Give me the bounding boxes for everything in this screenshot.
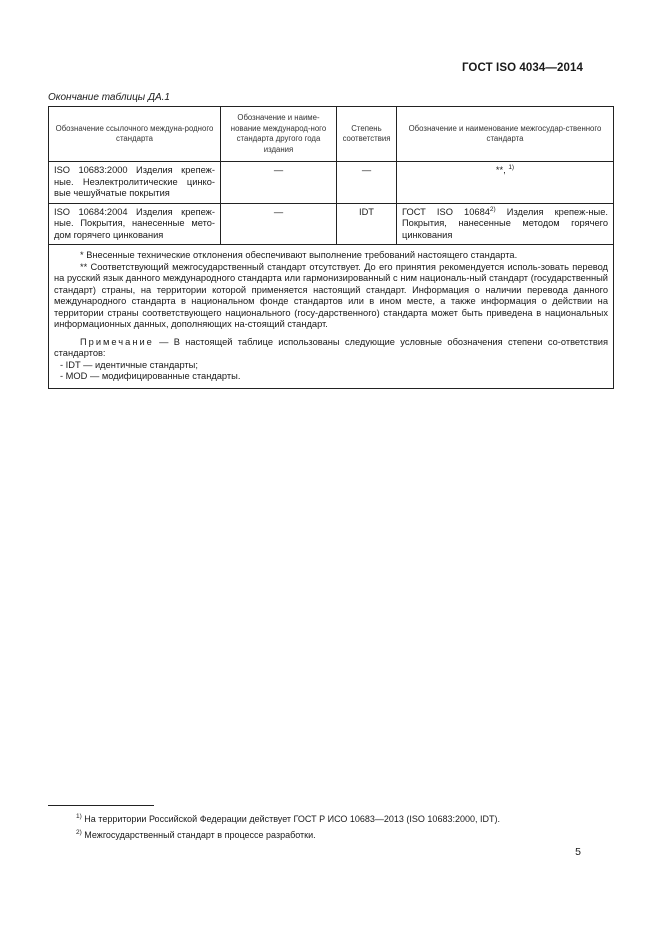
footnote-mark: 2) — [76, 829, 82, 836]
table-caption: Окончание таблицы ДА.1 — [48, 92, 170, 103]
standards-correspondence-table — [48, 106, 614, 389]
interstate-text: ГОСТ ISO 10684 — [402, 206, 490, 217]
page-number: 5 — [575, 846, 581, 858]
cell-interstate-standard: **, $^{1)}$ — [397, 162, 614, 204]
table-row — [49, 203, 614, 245]
document-header-code: ГОСТ ISO 4034—2014 — [461, 62, 583, 74]
note-item-mod: - MOD — модифицированные стандарты. — [60, 371, 241, 381]
table-header-row — [49, 107, 614, 162]
cell-other-edition: — — [221, 162, 337, 204]
footnote-text: Межгосударственный стандарт в процессе разработки. — [84, 830, 316, 840]
table-row — [49, 162, 614, 204]
cell-degree: IDT — [337, 203, 397, 245]
cell-reference-standard: ISO 10684:2004 Изделия крепеж-ные. Покрытия, нанесенные мето-дом горячего цинкования — [49, 203, 221, 245]
interstate-text: ** — [495, 165, 504, 175]
cell-reference-standard: ISO 10683:2000 Изделия крепеж-ные. Неэлектролитические цинко-вые чешуйчатые покрытия — [49, 162, 221, 204]
column-header-reference-standard: Обозначение ссылочного междуна-родного стандарта — [49, 107, 221, 162]
column-header-other-edition: Обозначение и наиме-нование международ-ного стандарта другого года издания — [221, 107, 337, 162]
cell-interstate-standard — [397, 203, 614, 245]
note-item-idt: - IDT — идентичные стандарты; — [60, 359, 198, 370]
cell-degree: — — [337, 162, 397, 204]
cell-other-edition: — — [221, 203, 337, 245]
table-notes — [49, 245, 614, 389]
table-notes-row — [49, 245, 614, 389]
note-label: Примечание — [80, 336, 154, 347]
note-star-1: * Внесенные технические отклонения обеспечивают выполнение требований настоящего стандарта. — [80, 250, 518, 260]
footnote-ref: 1) — [508, 164, 515, 171]
footnote-mark: 1) — [76, 813, 82, 820]
column-header-interstate-standard: Обозначение и наименование межгосудар-ственного стандарта — [397, 107, 614, 162]
footnote-2 — [76, 830, 316, 840]
footnote-text: На территории Российской Федерации действует ГОСТ Р ИСО 10683—2013 (ISO 10683:2000, IDT). — [84, 814, 500, 824]
footnote-1 — [76, 814, 500, 824]
note-star-2: ** Соответствующий межгосударственный стандарт отсутствует. До его принятия рекомендуется исполь-зовать перевод на русский язык данного международного стандарта или гармонизированный с ним националь-ный стандарт (государственный стандарт) страны, на территории которой применяется настоящий стандарт. Информация о наличии перевода данного международного стандарта в национальном фонде стандартов или в ином месте, а также информация о действии на территории страны соответствующего национального (госу-дарственного) стандарта может быть приведена в национальных информационных данных, дополняющих на-стоящий стандарт. — [54, 261, 608, 329]
footnote-divider — [48, 805, 154, 806]
note-paragraph — [54, 337, 608, 360]
column-header-degree: Степень соответствия — [337, 107, 397, 162]
footnote-ref: 2) — [489, 205, 496, 213]
interstate-rest: Изделия крепеж-ные. Покрытия, нанесенные методом горячего цинкования — [402, 206, 608, 240]
note-text: — В настоящей таблице использованы следующие условные обозначения степени со-ответствия стандартов: — [54, 336, 608, 358]
